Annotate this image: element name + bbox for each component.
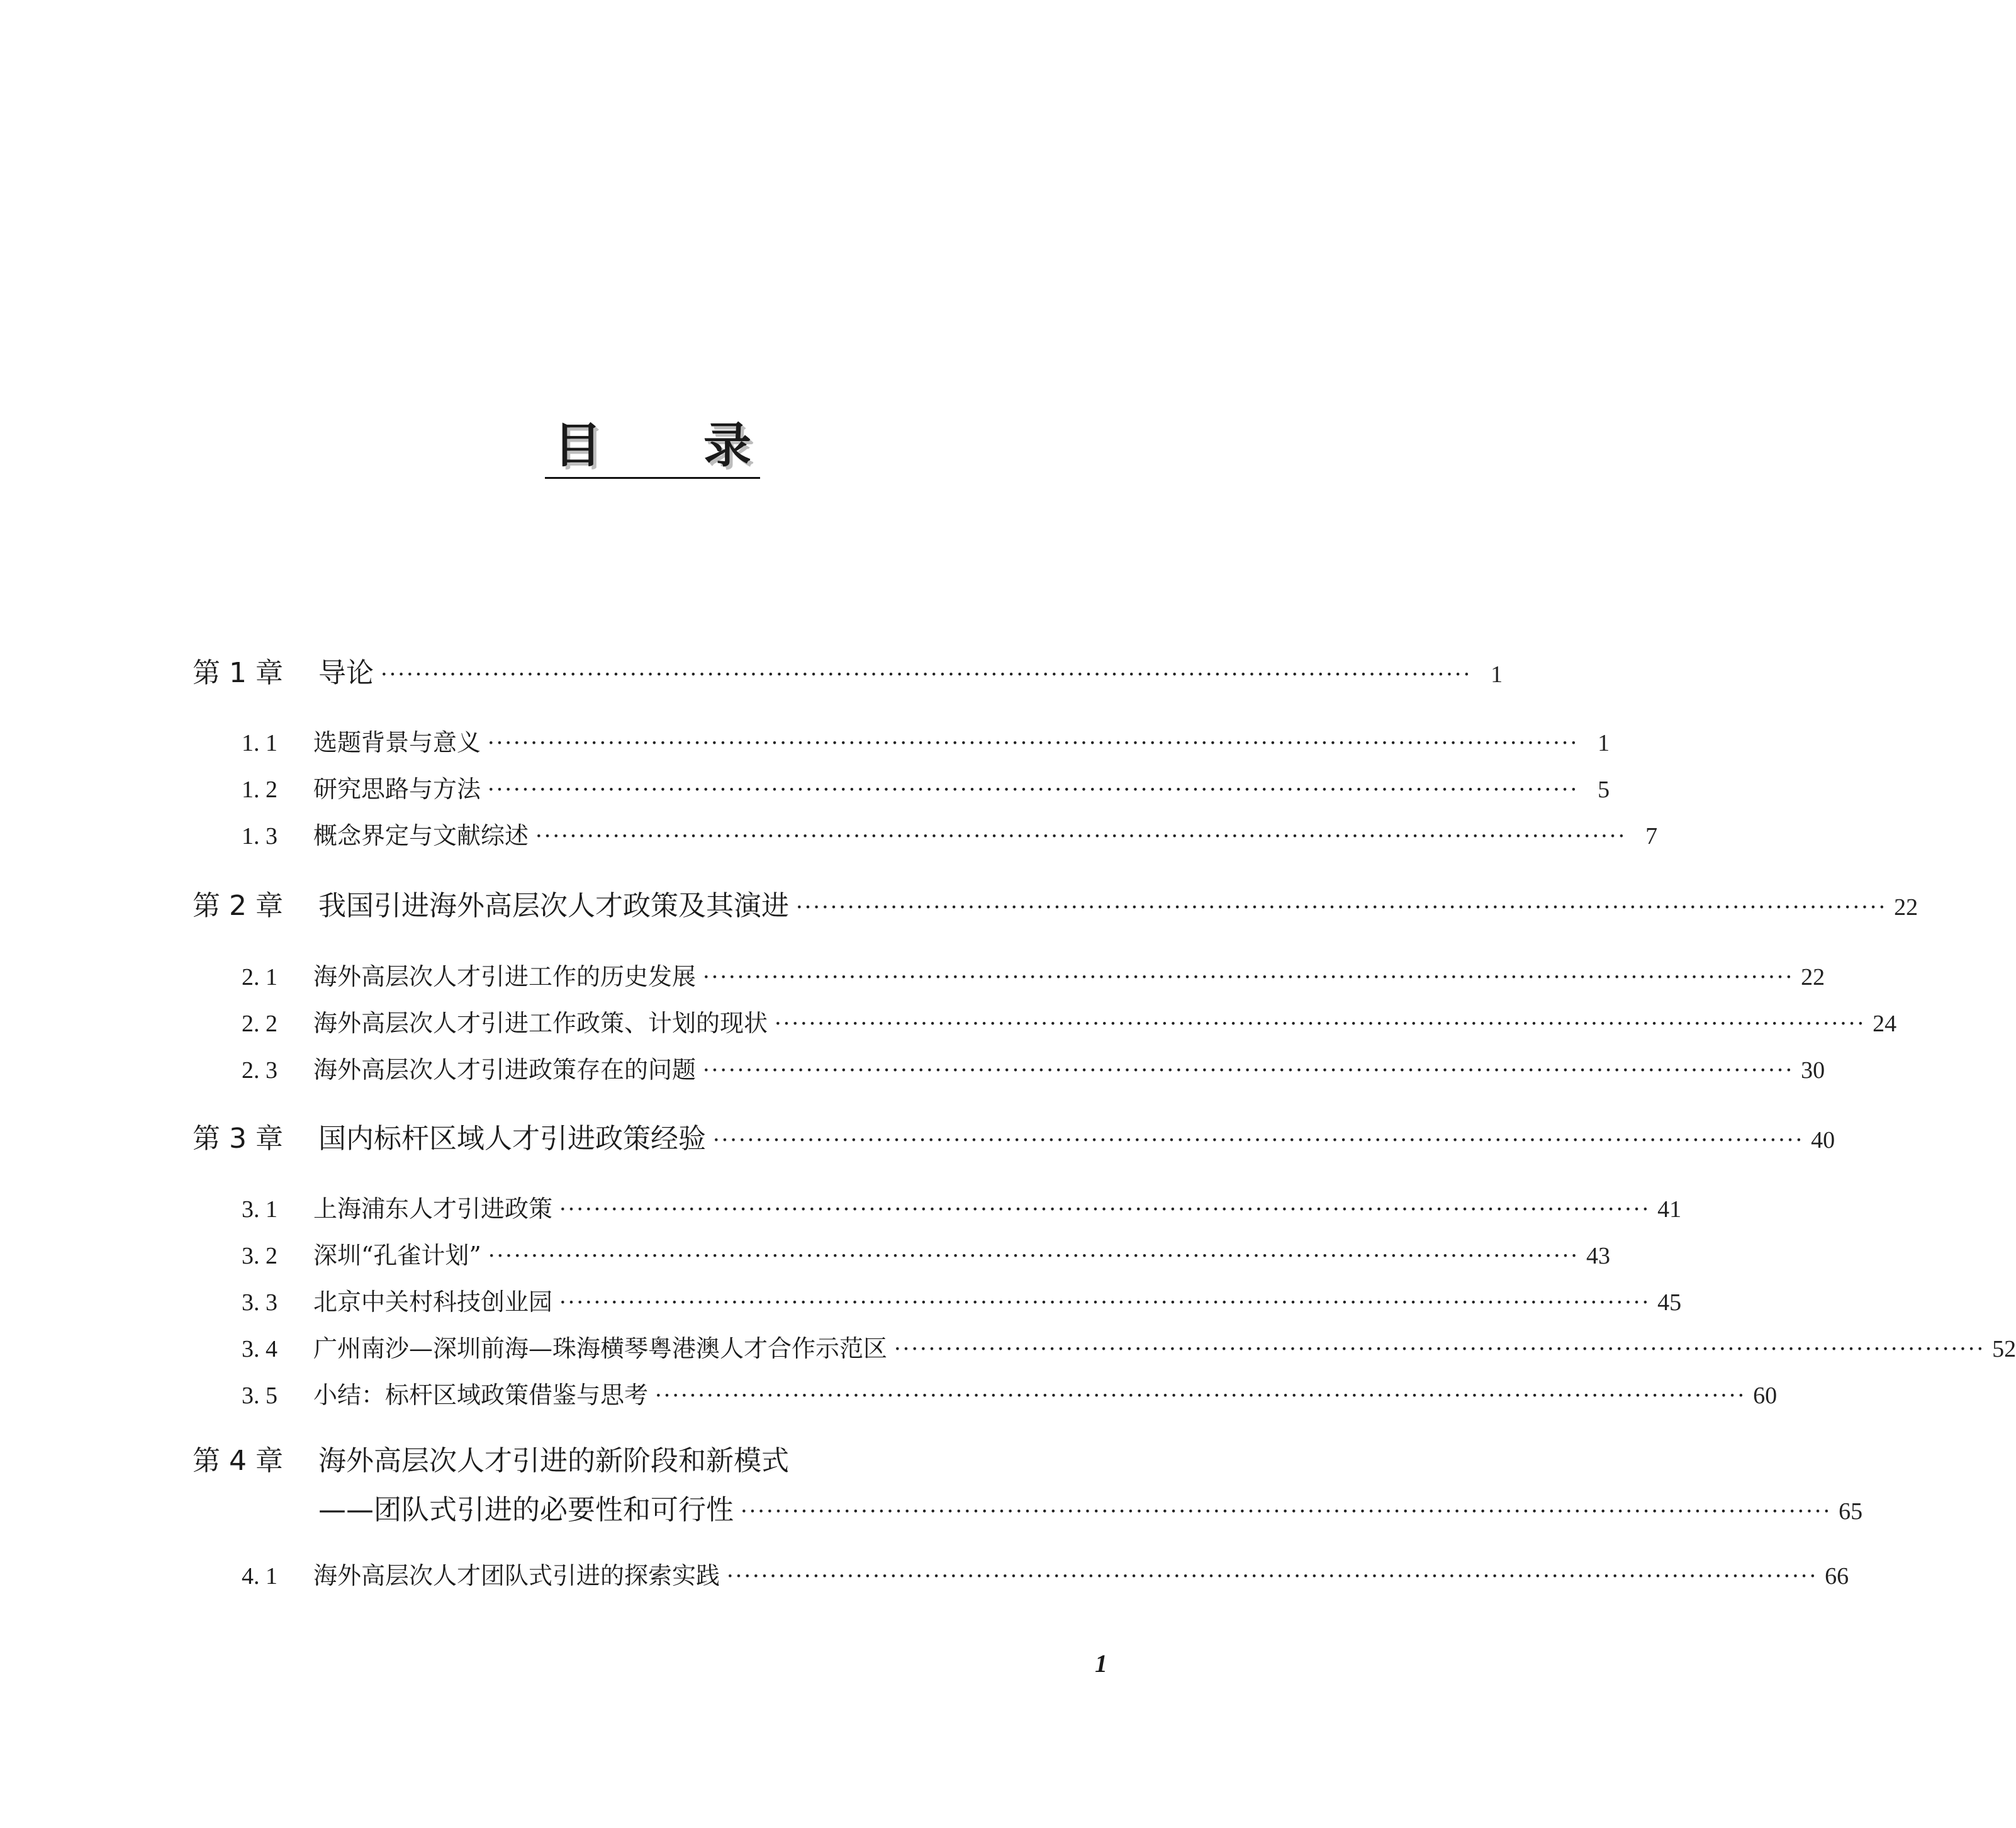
page-number: 22 (1894, 894, 1918, 921)
dot-leader: ······························································································································· (559, 1289, 1650, 1316)
chapter-title: 我国引进海外高层次人才政策及其演进 (318, 890, 789, 922)
section-number: 4. 1 (242, 1563, 277, 1590)
chapter-title: 导论 (318, 657, 374, 689)
chapter-title: 海外高层次人才引进的新阶段和新模式 (318, 1445, 789, 1477)
page-number: 22 (1801, 964, 1825, 990)
toc-chapter-3[interactable] (193, 1120, 1835, 1158)
section-number: 3. 4 (242, 1336, 277, 1362)
toc-section-4-1[interactable] (193, 1558, 1849, 1593)
chapter-number: 第 1 章 (193, 657, 283, 689)
dot-leader: ······························································································································· (774, 1011, 1866, 1037)
chapter-number: 第 2 章 (193, 890, 283, 922)
toc-chapter-1[interactable] (193, 654, 1503, 692)
page-number: 40 (1811, 1127, 1835, 1153)
section-title: 海外高层次人才引进工作的历史发展 (313, 963, 697, 990)
page-folio: 1 (1095, 1649, 1107, 1678)
page-number: 30 (1801, 1057, 1825, 1084)
toc-section-1-2[interactable] (193, 771, 1610, 807)
dot-leader: ······························································································································· (487, 730, 1579, 756)
dot-leader: ······························································································································· (487, 777, 1579, 803)
section-title: 海外高层次人才引进政策存在的问题 (313, 1056, 697, 1084)
toc-chapter-4-subtitle[interactable] (318, 1491, 1863, 1529)
chapter-subtitle: ——团队式引进的必要性和可行性 (318, 1494, 734, 1526)
section-title: 概念界定与文献综述 (313, 822, 529, 850)
section-number: 1. 3 (242, 823, 277, 850)
page-number: 5 (1598, 777, 1610, 803)
section-number: 3. 2 (242, 1243, 277, 1269)
dot-leader: ······························································································································· (726, 1563, 1818, 1590)
page-number: 60 (1753, 1382, 1778, 1409)
section-number: 2. 2 (242, 1011, 277, 1037)
title-char-lu: 录 (703, 417, 751, 473)
page-number: 66 (1825, 1563, 1849, 1590)
dot-leader: ······························································································································· (702, 964, 1794, 990)
page-number: 45 (1657, 1289, 1682, 1316)
section-title: 海外高层次人才团队式引进的探索实践 (313, 1562, 720, 1590)
page-number: 7 (1645, 823, 1658, 850)
section-title: 小结：标杆区域政策借鉴与思考 (313, 1381, 649, 1409)
toc-section-2-2[interactable] (193, 1006, 1897, 1041)
dot-leader: ······························································································································· (487, 1243, 1579, 1269)
section-number: 3. 1 (242, 1196, 277, 1223)
toc-chapter-4[interactable] (193, 1442, 1110, 1480)
section-number: 1. 1 (242, 730, 277, 756)
toc-section-3-5[interactable] (193, 1377, 1778, 1413)
section-number: 1. 2 (242, 777, 277, 803)
chapter-number: 第 3 章 (193, 1123, 283, 1155)
title-char-mu: 目 (554, 417, 602, 473)
section-number: 2. 3 (242, 1057, 277, 1084)
toc-section-3-1[interactable] (193, 1191, 1682, 1226)
chapter-number: 第 4 章 (193, 1445, 283, 1477)
page-number: 1 (1598, 730, 1610, 756)
title-underline (545, 477, 760, 479)
toc-section-1-1[interactable] (193, 725, 1610, 760)
page-number: 41 (1657, 1196, 1682, 1223)
page-number: 24 (1873, 1011, 1897, 1037)
page-number: 65 (1839, 1498, 1863, 1525)
toc-section-1-3[interactable] (193, 818, 1658, 853)
dot-leader: ······························································································································· (702, 1057, 1794, 1084)
dot-leader: ······························································································································· (893, 1336, 1985, 1362)
toc-section-3-2[interactable] (193, 1238, 1610, 1273)
page-number: 43 (1586, 1243, 1610, 1269)
section-number: 3. 5 (242, 1382, 277, 1409)
section-title: 海外高层次人才引进工作政策、计划的现状 (313, 1009, 768, 1037)
dot-leader: ······························································································································· (795, 894, 1887, 921)
dot-leader: ······························································································································· (559, 1196, 1650, 1223)
section-title: 北京中关村科技创业园 (313, 1288, 553, 1316)
toc-title (545, 415, 760, 479)
dot-leader: ······························································································································· (380, 661, 1472, 688)
section-title: 广州南沙—深圳前海—珠海横琴粤港澳人才合作示范区 (313, 1335, 888, 1362)
toc-section-3-3[interactable] (193, 1284, 1682, 1320)
section-title: 上海浦东人才引进政策 (313, 1195, 553, 1223)
section-title: 深圳“孔雀计划” (313, 1242, 481, 1269)
toc-section-2-3[interactable] (193, 1052, 1825, 1087)
page-number: 1 (1491, 661, 1503, 688)
section-number: 2. 1 (242, 964, 277, 990)
dot-leader: ······························································································································· (712, 1127, 1804, 1153)
section-title: 研究思路与方法 (313, 775, 481, 803)
dot-leader: ······························································································································· (535, 823, 1627, 850)
dot-leader: ······························································································································· (740, 1498, 1832, 1525)
toc-section-3-4[interactable] (193, 1331, 2016, 1366)
dot-leader: ······························································································································· (654, 1382, 1746, 1409)
toc-chapter-2[interactable] (193, 887, 1918, 925)
section-title: 选题背景与意义 (313, 729, 481, 756)
section-number: 3. 3 (242, 1289, 277, 1316)
page-number: 52 (1992, 1336, 2016, 1362)
chapter-title: 国内标杆区域人才引进政策经验 (318, 1123, 706, 1155)
toc-section-2-1[interactable] (193, 959, 1825, 994)
